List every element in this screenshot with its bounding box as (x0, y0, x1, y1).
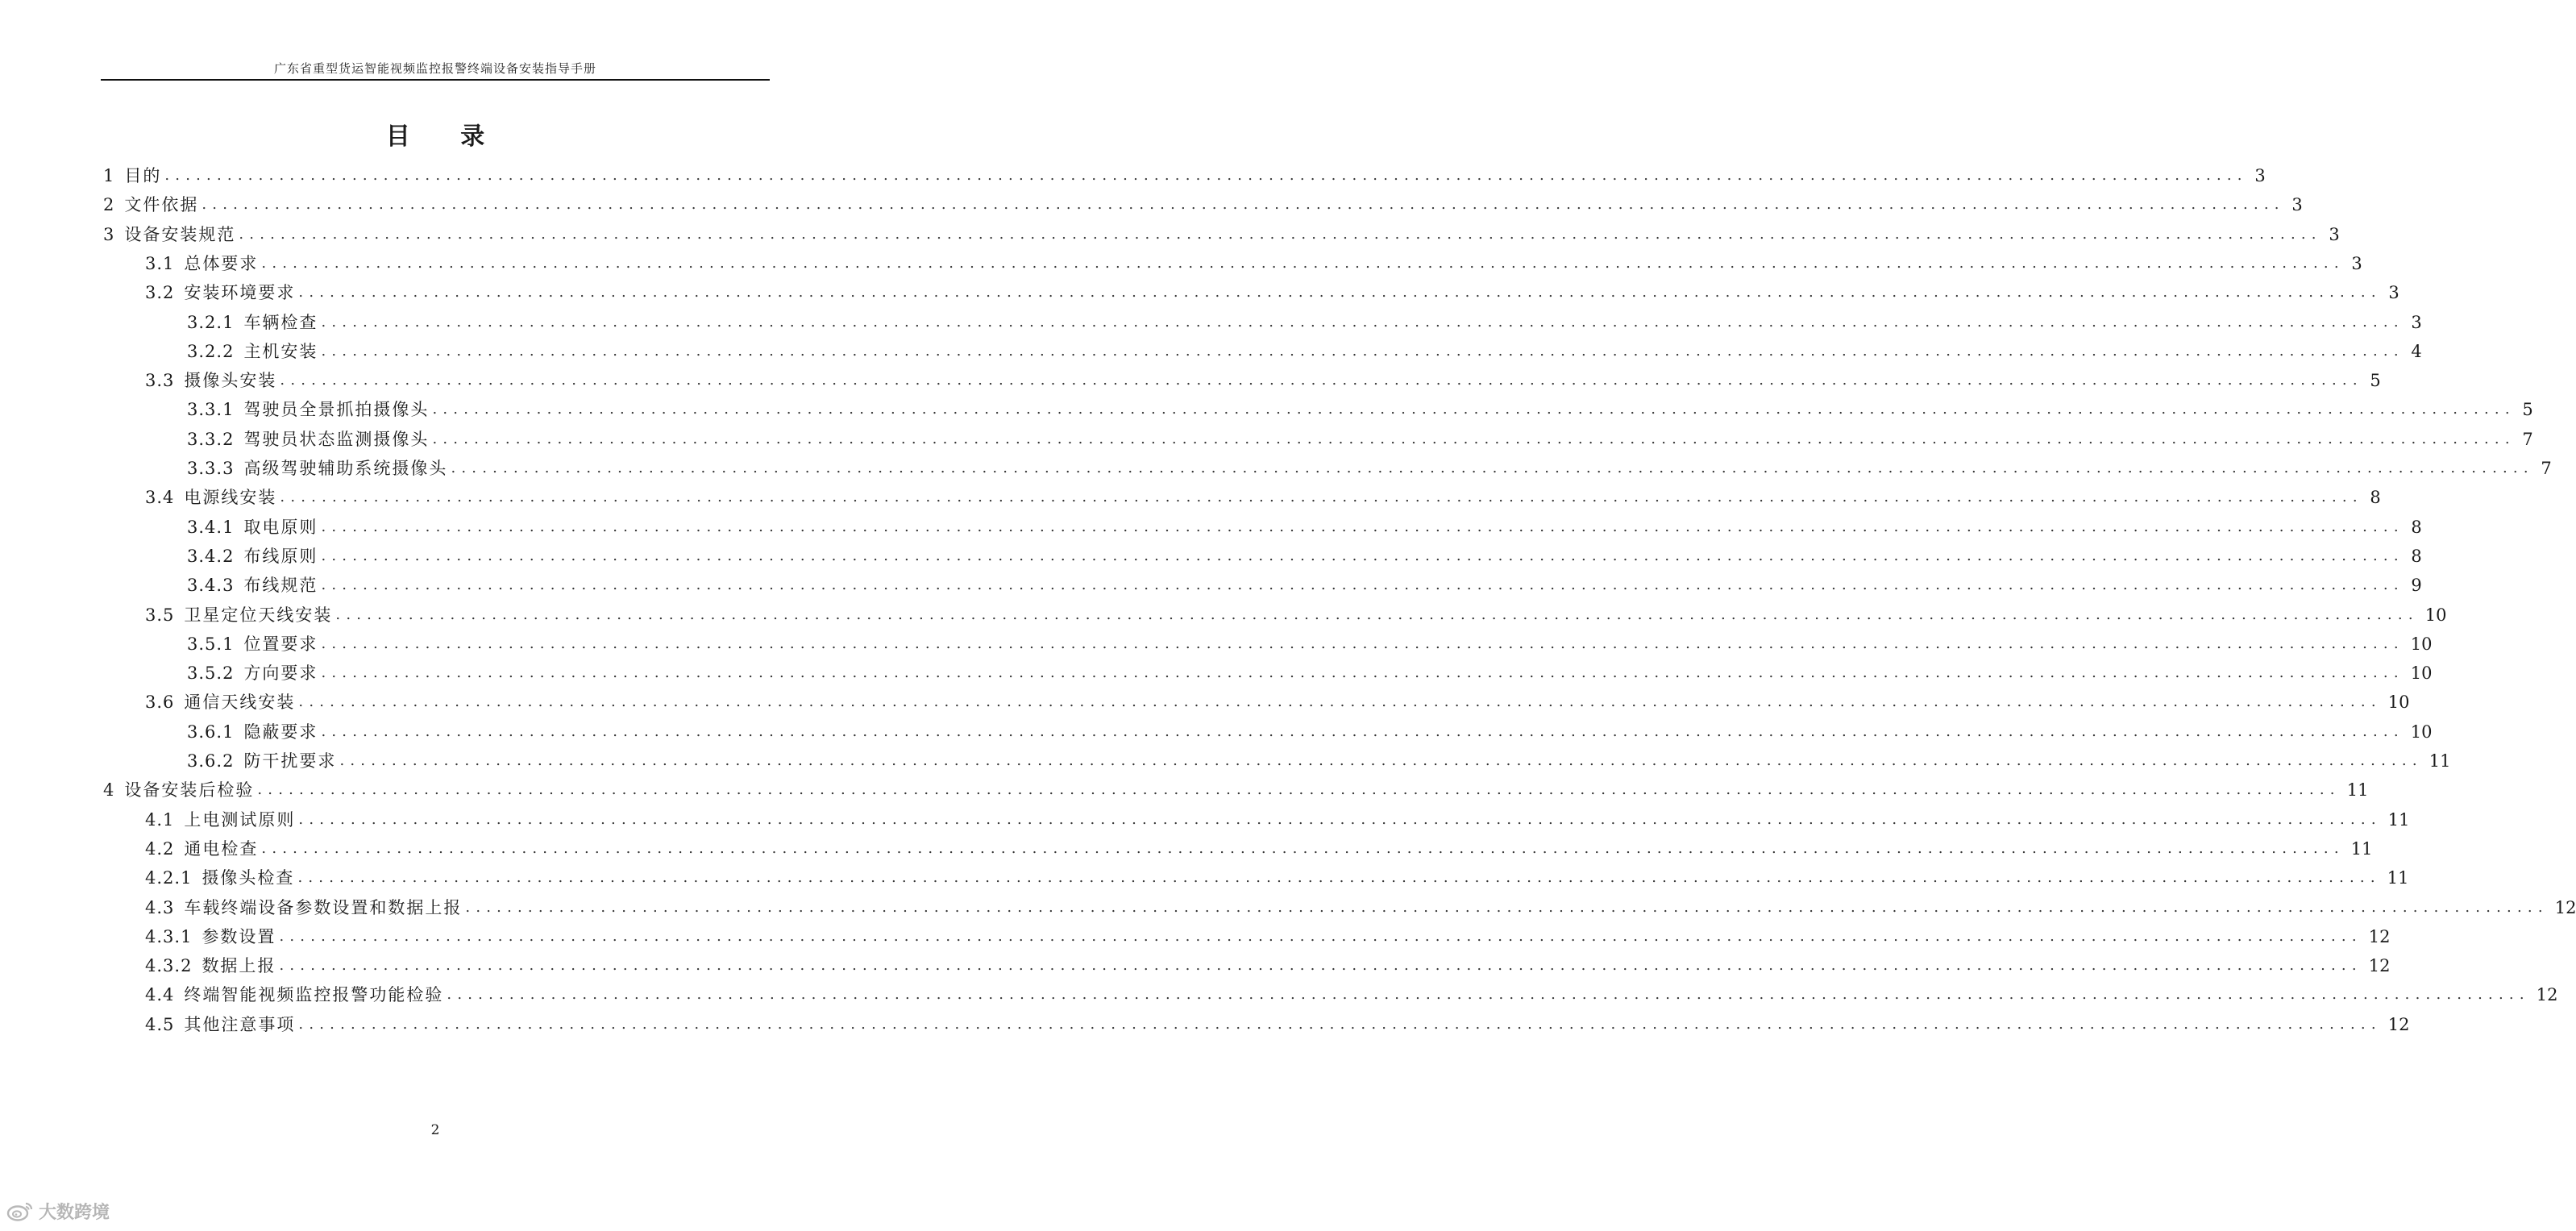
toc-entry[interactable] (187, 659, 2433, 688)
toc-entry[interactable] (145, 805, 2410, 834)
toc-entry-title: 设备安装后检验 (124, 780, 255, 801)
toc-entry-title: 设备安装规范 (124, 224, 236, 244)
toc-entry-number: 4 (103, 780, 115, 801)
toc-entry[interactable] (145, 893, 2576, 922)
toc-entry-number: 3.2.1 (187, 312, 235, 332)
toc-entry[interactable] (145, 863, 2409, 892)
toc-entry-page: 4 (2411, 341, 2422, 361)
toc-entry-leader-dots: ........................................................................................................................................................................................................ (339, 752, 2423, 769)
toc-entry-leader-dots: ........................................................................................................................................................................................................ (239, 225, 2322, 243)
toc-entry-title: 布线原则 (243, 546, 318, 566)
toc-entry[interactable] (103, 220, 2340, 249)
toc-entry[interactable] (103, 161, 2266, 190)
toc-entry-page: 3 (2388, 283, 2399, 303)
toc-entry-number: 4.1 (145, 809, 175, 830)
toc-entry-title: 上电测试原则 (184, 809, 296, 830)
toc-entry-number: 3.6.1 (187, 722, 235, 742)
toc-entry-leader-dots: ........................................................................................................................................................................................................ (257, 781, 2341, 799)
toc-entry-title: 方向要求 (243, 663, 318, 684)
toc-entry-page: 11 (2387, 809, 2410, 830)
toc-entry-title: 高级驾驶辅助系统摄像头 (243, 459, 448, 478)
toc-entry-page: 11 (2387, 868, 2409, 888)
toc-entry-page: 3 (2329, 224, 2340, 244)
toc-entry-leader-dots: ........................................................................................................................................................................................................ (321, 313, 2404, 331)
toc-entry-number: 3.5 (145, 605, 175, 625)
toc-entry-leader-dots: ........................................................................................................................................................................................................ (298, 810, 2382, 828)
toc-entry-title: 总体要求 (184, 253, 259, 273)
toc-entry[interactable] (187, 513, 2422, 542)
toc-entry[interactable] (145, 278, 2399, 307)
toc-entry-page: 3 (2411, 312, 2422, 332)
toc-entry-page: 8 (2411, 517, 2422, 537)
toc-entry-number: 3.5.1 (187, 634, 235, 654)
toc-entry-page: 5 (2522, 400, 2533, 420)
toc-entry[interactable] (187, 630, 2433, 659)
toc-entry-page: 11 (2346, 780, 2369, 801)
toc-entry-page: 10 (2410, 634, 2433, 654)
toc-entry-page: 12 (2387, 1014, 2410, 1034)
toc-entry-number: 3.4.1 (187, 517, 235, 537)
toc-entry-page: 8 (2411, 546, 2422, 566)
toc-entry-page: 5 (2370, 371, 2381, 391)
toc-entry-title: 车载终端设备参数设置和数据上报 (184, 897, 463, 917)
toc-entry[interactable] (187, 308, 2422, 337)
toc-entry-leader-dots: ........................................................................................................................................................................................................ (164, 167, 2248, 184)
toc-entry-leader-dots: ........................................................................................................................................................................................................ (321, 722, 2404, 740)
toc-entry-leader-dots: ........................................................................................................................................................................................................ (335, 605, 2419, 623)
toc-entry-leader-dots: ........................................................................................................................................................................................................ (451, 460, 2534, 476)
toc-entry-leader-dots: ........................................................................................................................................................................................................ (321, 518, 2404, 535)
toc-entry-number: 3.4.2 (187, 546, 235, 566)
toc-entry-title: 文件依据 (124, 195, 199, 215)
toc-entry-page: 3 (2351, 253, 2362, 273)
toc-entry-page: 7 (2522, 429, 2533, 449)
toc-entry[interactable] (187, 425, 2533, 454)
toc-entry-leader-dots: ........................................................................................................................................................................................................ (321, 342, 2404, 360)
toc-entry-title: 隐蔽要求 (243, 722, 318, 742)
toc-entry-number: 3 (103, 224, 115, 244)
toc-entry-leader-dots: ........................................................................................................................................................................................................ (432, 401, 2516, 418)
toc-entry[interactable] (187, 717, 2433, 747)
toc-entry[interactable] (187, 747, 2451, 776)
toc-entry-number: 4.3.2 (145, 956, 193, 976)
toc-entry-title: 取电原则 (243, 517, 318, 537)
toc-entry-number: 3.6.2 (187, 751, 235, 771)
toc-entry-number: 3.3.3 (187, 459, 235, 478)
toc-entry[interactable] (145, 249, 2362, 278)
toc-entry[interactable] (103, 776, 2369, 805)
toc-entry-page: 12 (2536, 985, 2558, 1005)
toc-entry-title: 车辆检查 (243, 312, 318, 332)
toc-entry-title: 布线规范 (243, 576, 318, 596)
toc-entry[interactable] (145, 483, 2381, 512)
toc-entry-number: 4.3 (145, 897, 175, 917)
toc-entry[interactable] (145, 951, 2391, 980)
toc-entry-title: 驾驶员全景抓拍摄像头 (243, 400, 430, 420)
page-number: 2 (430, 1122, 440, 1138)
toc-entry-title: 驾驶员状态监测摄像头 (243, 429, 430, 449)
toc-entry-number: 4.4 (145, 985, 175, 1005)
toc-entry-leader-dots: ........................................................................................................................................................................................................ (321, 547, 2404, 564)
toc-entry-title: 位置要求 (243, 634, 318, 654)
toc-entry-page: 7 (2541, 459, 2552, 478)
toc-entry-title: 通信天线安装 (184, 692, 296, 713)
toc-entry-number: 3.2.2 (187, 341, 235, 361)
toc-entry-number: 3.1 (145, 253, 175, 273)
toc-entry-title: 摄像头安装 (184, 371, 277, 391)
toc-entry-leader-dots: ........................................................................................................................................................................................................ (202, 196, 2285, 214)
toc-entry-number: 1 (103, 166, 115, 185)
toc-entry-leader-dots: ........................................................................................................................................................................................................ (280, 489, 2363, 506)
watermark-text: 大数跨境 (39, 1203, 110, 1223)
toc-entry-page: 10 (2424, 605, 2447, 625)
toc-entry-leader-dots: ........................................................................................................................................................................................................ (279, 927, 2362, 945)
toc-entry-title: 安装环境要求 (184, 283, 296, 303)
toc-entry-page: 9 (2411, 576, 2422, 596)
toc-entry-number: 2 (103, 195, 115, 215)
toc-entry[interactable] (187, 337, 2422, 366)
toc-entry-number: 3.4 (145, 488, 175, 508)
toc-entry-leader-dots: ........................................................................................................................................................................................................ (280, 372, 2363, 389)
toc-entry-leader-dots: ........................................................................................................................................................................................................ (298, 1015, 2382, 1033)
toc-entry-leader-dots: ........................................................................................................................................................................................................ (298, 284, 2382, 302)
toc-entry-title: 卫星定位天线安装 (184, 605, 333, 625)
toc-entry-page: 10 (2387, 692, 2410, 713)
toc-entry[interactable] (187, 542, 2422, 571)
toc-entry-title: 终端智能视频监控报警功能检验 (184, 985, 444, 1005)
toc-entry-title: 摄像头检查 (202, 868, 295, 888)
toc-entry-title: 数据上报 (202, 956, 276, 976)
document-header: 广东省重型货运智能视频监控报警终端设备安装指导手册 (273, 61, 596, 76)
toc-entry-title: 主机安装 (243, 341, 318, 361)
toc-entry[interactable] (145, 834, 2373, 863)
weibo-logo-icon (6, 1201, 34, 1222)
toc-entry-leader-dots: ........................................................................................................................................................................................................ (447, 986, 2530, 1004)
toc-entry-number: 3.4.3 (187, 576, 235, 596)
toc-entry-title: 目的 (124, 166, 162, 185)
toc-title: 目 录 (385, 123, 506, 151)
toc-entry-page: 12 (2554, 897, 2576, 917)
toc-entry-page: 3 (2254, 166, 2266, 185)
toc-entry[interactable] (145, 601, 2447, 630)
toc-entry-leader-dots: ........................................................................................................................................................................................................ (261, 254, 2345, 272)
watermark (6, 1199, 110, 1224)
toc-entry-number: 3.2 (145, 283, 175, 303)
toc-entry[interactable] (145, 688, 2410, 717)
toc-entry[interactable] (145, 980, 2558, 1009)
header-divider (101, 79, 770, 81)
toc-entry-number: 4.5 (145, 1014, 175, 1034)
toc-entry[interactable] (187, 571, 2422, 600)
toc-entry-number: 4.2.1 (145, 868, 193, 888)
toc-entry-page: 12 (2368, 956, 2391, 976)
toc-entry-leader-dots: ........................................................................................................................................................................................................ (432, 430, 2516, 447)
toc-entry-leader-dots: ........................................................................................................................................................................................................ (261, 839, 2345, 857)
toc-entry-leader-dots: ........................................................................................................................................................................................................ (465, 898, 2549, 916)
toc-entry-leader-dots: ........................................................................................................................................................................................................ (321, 664, 2404, 682)
toc-entry-leader-dots: ........................................................................................................................................................................................................ (321, 576, 2404, 594)
toc-entry[interactable] (145, 922, 2391, 951)
toc-entry-leader-dots: ........................................................................................................................................................................................................ (279, 957, 2362, 975)
toc-entry-number: 3.3.1 (187, 400, 235, 420)
toc-entry-title: 电源线安装 (184, 488, 277, 508)
toc-entry-page: 11 (2350, 838, 2373, 859)
toc-entry[interactable] (187, 395, 2533, 424)
toc-entry[interactable] (145, 1010, 2410, 1039)
toc-entry-number: 4.3.1 (145, 926, 193, 946)
toc-entry-page: 3 (2291, 195, 2303, 215)
toc-entry-number: 3.3.2 (187, 429, 235, 449)
toc-entry-number: 4.2 (145, 838, 175, 859)
toc-entry-leader-dots: ........................................................................................................................................................................................................ (321, 634, 2404, 652)
toc-entry-page: 12 (2368, 926, 2391, 946)
toc-entry-number: 3.5.2 (187, 663, 235, 684)
toc-entry-number: 3.6 (145, 692, 175, 713)
toc-entry-title: 防干扰要求 (243, 751, 337, 771)
toc-entry-title: 其他注意事项 (184, 1014, 296, 1034)
toc-entry-page: 8 (2370, 488, 2381, 508)
toc-entry[interactable] (187, 454, 2552, 483)
toc-entry-leader-dots: ........................................................................................................................................................................................................ (297, 869, 2381, 887)
toc-entry[interactable] (103, 190, 2303, 219)
toc-entry-page: 10 (2410, 722, 2433, 742)
toc-entry-leader-dots: ........................................................................................................................................................................................................ (298, 693, 2382, 711)
toc-entry-title: 参数设置 (202, 926, 276, 946)
toc-entry-number: 3.3 (145, 371, 175, 391)
toc-entry-title: 通电检查 (184, 838, 259, 859)
toc-entry-page: 11 (2429, 751, 2451, 771)
toc-entry-page: 10 (2410, 663, 2433, 684)
toc-entry[interactable] (145, 366, 2381, 395)
